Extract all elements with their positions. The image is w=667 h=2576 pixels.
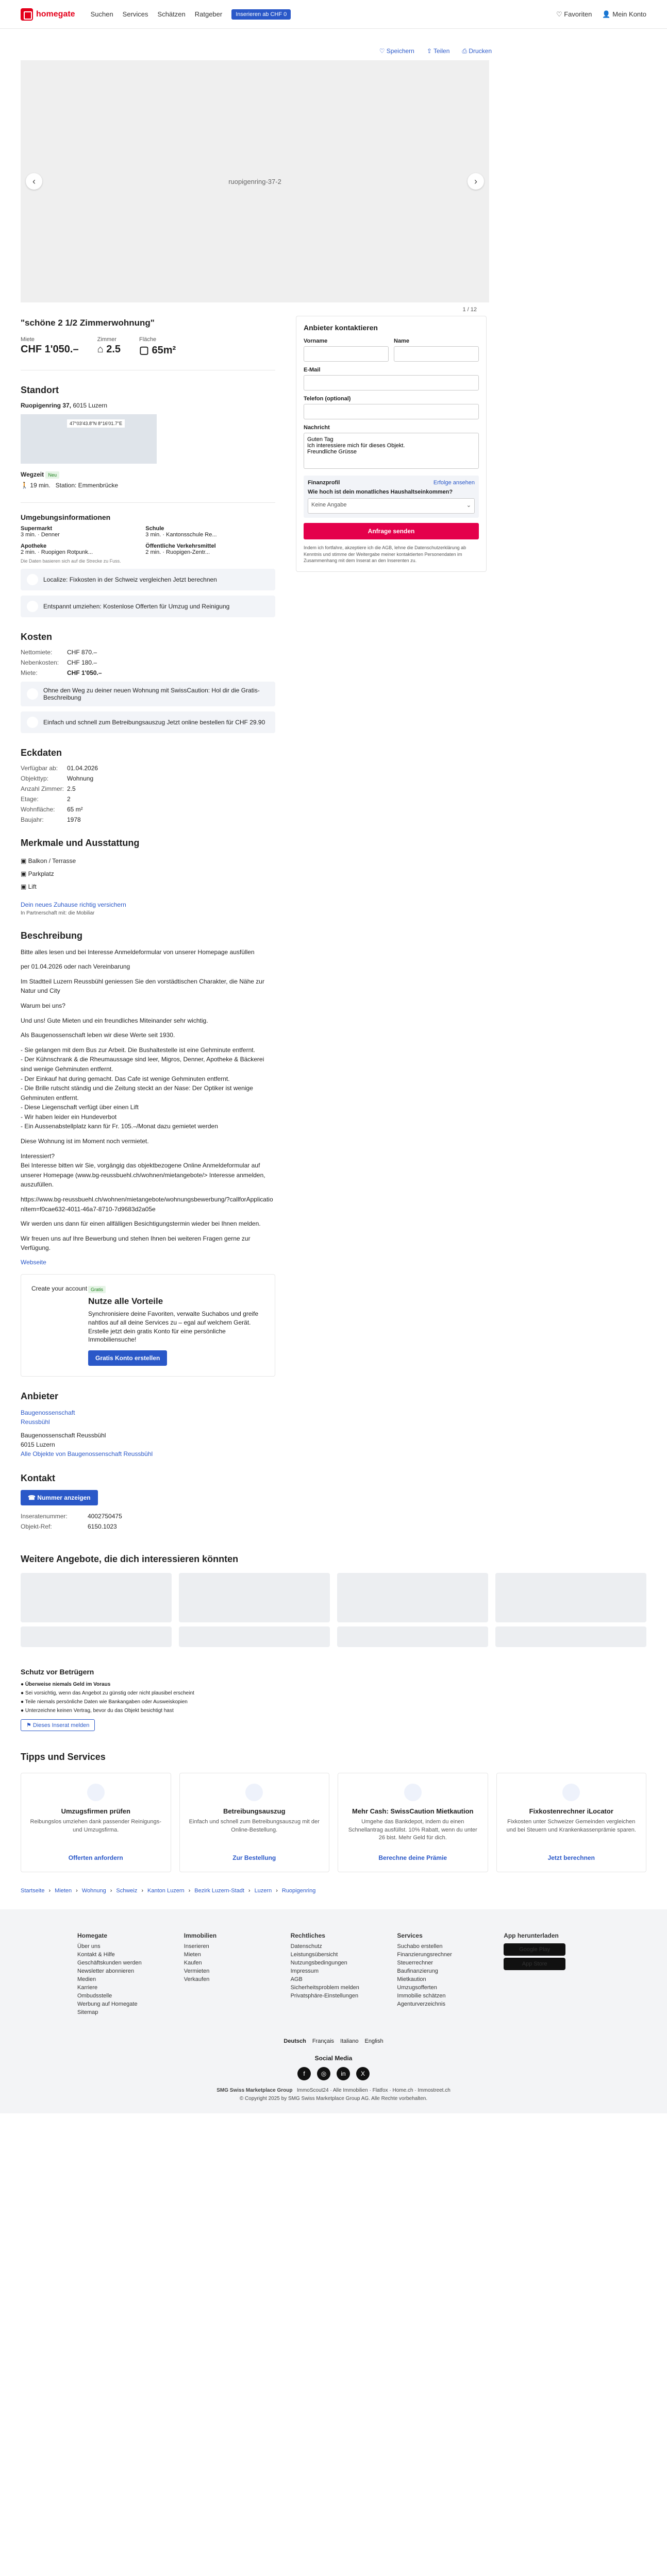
travel-time: Wegzeit Neu 🚶 19 min. Station: Emmenbrücke	[21, 471, 119, 489]
calculator-icon	[27, 574, 38, 585]
social-links	[77, 2067, 590, 2080]
surroundings-note: Die Daten basieren sich auf die Strecke zu Fuss.	[21, 558, 121, 564]
key-facts	[21, 336, 275, 357]
instagram-icon[interactable]: ◎	[317, 2067, 330, 2080]
rent-value: CHF 1'050.–	[21, 344, 79, 355]
more-offers-heading: Weitere Angebote, die dich interessieren könnten	[21, 1554, 239, 1565]
listing-title: "schöne 2 1/2 Zimmerwohnung"	[21, 318, 155, 328]
new-badge: Neu	[45, 471, 59, 479]
provider-info: Baugenossenschaft Reussbühl Baugenossenschaft Reussbühl 6015 Luzern Alle Objekte von Baugenossenschaft Reussbühl	[21, 1409, 153, 1458]
moving-icon	[87, 1784, 105, 1801]
language-switcher: Deutsch Français Italiano English	[284, 2038, 383, 2045]
phone-field[interactable]	[304, 404, 479, 419]
nav-services[interactable]: Services	[122, 10, 148, 18]
rooms-label: Zimmer	[97, 336, 116, 343]
contact-form-heading: Anbieter kontaktieren	[304, 324, 378, 332]
report-listing-button[interactable]: ⚑ Dieses Inserat melden	[21, 1719, 95, 1731]
surroundings-heading: Umgebungsinformationen	[21, 513, 111, 521]
form-disclaimer: Indem ich fortfahre, akzeptiere ich die AGB, lehne die Datenschutzerklärung ab Kenntnis und stimme der Weitergabe meiner kontaktierten Personendaten im Zusammenhang mit dem Inserat an den Inserenten zu.	[304, 545, 466, 564]
account-link[interactable]: 👤 Mein Konto	[602, 10, 646, 18]
create-account-button[interactable]: Gratis Konto erstellen	[88, 1350, 167, 1366]
main-column: "schöne 2 1/2 Zimmerwohnung" Miete CHF 1'050.– Zimmer ⌂ 2.5 Fläche ▢ 65m² Standort Ruopigenring 37, 6015 Luzern 47°03'43.8"N 8°16'01.7"E Wegzeit Neu 🚶 19 min. Station: Emmenbrücke Umgebungsinformationen Supermarkt 3 min. · Denner Schule 3 min. · Kantonsschule Re... Apotheke 2 min. · Ruopigen Rotpunk... Öffentliche Verkehrsmittel 2 min. · Ruopigen-Zentr... Die Daten basieren sich auf die Strecke zu Fuss. Localize: Fixkosten in der Schweiz vergleichen Jetzt berechnen Entspannt umziehen: Kostenlose Offerten für Umzug und Reinigung Kosten Nettomiete: CHF 870.– Nebenkosten: CHF 180.– Miete: CHF 1'050.– Ohne den Weg zu deiner neuen Wohnung mit SwissCaution: Hol dir die Gratis-Beschreibung Einfach und schnell zum Betreibungsauszug Jetzt online bestellen für CHF 29.90 Eckdaten Verfügbar ab: 01.04.2026 Objekttyp: Wohnung Anzahl Zimmer: 2.5 Etage: 2 Wohnfläche: 65 m² Baujahr: 1978 Merkmale und Ausstattung ▣ Balkon / Terrasse ▣ Parkplatz ▣ Lift Dein neues Zuhause richtig versichern In Partnerschaft mit: die Mobiliar Beschreibung Bitte alles lesen und bei Interesse Anmeldeformular von unserer Homepage ausfüllen per 01.04.2026 oder nach Vereinbarung Im Stadtteil Luzern Reussbühl geniessen Sie den vorstädtischen Charakter, die Nähe zur Natur und City Warum bei uns? Und uns! Gute Mieten und ein freundliches Miteinander sehr wichtig. Als Baugenossenschaft leben wir diese Werte seit 1930. - Sie gelangen mit dem Bus zur Arbeit. Die Bushaltestelle ist eine Gehminute entfernt. - Der Kühnschrank & die Rheumaussage sind leer, Migros, Denner, Apotheke & Bäckerei sind wenige Gehminuten entfernt. - Der Einkauf hat during gemacht. Das Cafe ist wenige Gehminuten entfernt. - Die Brille rutscht ständig und die Zeitung steckt an der Nase: Der Optiker ist wenige Gehminuten entfernt. - Diese Liegenschaft verfügt über einen Lift - Wir haben leider ein Hundeverbot - Ein Aussenabstellplatz kann für Fr. 105.–/Monat dazu gemietet werden Diese Wohnung ist im Moment noch vermietet. Interessiert? Bei Interesse bitten wir Sie, vorgängig das objektbezogene Online Anmeldeformular auf unserer Homepage (www.bg-reussbuehl.ch/wohnen/mietangebote/> Interesse anmelden, auszufüllen. https://www.bg-reussbuehl.ch/wohnen/mietangebote/wohnungsbewerbung/?callforApplicationItem=f0cae632-4011-46a7-8710-7d9683d2a05e Wir werden uns dann für einen allfälligen Besichtigungstermin wieder bei Ihnen melden. Wir freuen uns auf Ihre Bewerbung und stehen Ihnen bei weiteren Fragen gerne zur Verfügung. Webseite Create your account Gratis Nutze alle Vorteile Synchronisiere deine Favoriten, verwalte Suchabos und greife nahtlos auf all deine Services zu – egal auf welchem Gerät. Erstelle jetzt dein gratis Konto für eine persönliche Immobiliensuche! Gratis Konto erstellen Anbieter Baugenossenschaft Reussbühl Baugenossenschaft Reussbühl 6015 Luzern Alle Objekte von Baugenossenschaft Reussbühl Kontakt ☎ Nummer anzeigen Inseratenummer: 4002750475 Objekt-Ref: 6150.1023	[21, 302, 275, 1533]
chevron-down-icon: ⌄	[466, 502, 471, 509]
listing-actions	[0, 29, 667, 60]
document-icon	[245, 1784, 263, 1801]
chevron-right-icon[interactable]: ›	[468, 173, 484, 190]
offer-card[interactable]	[495, 1573, 646, 1622]
tip-card: Fixkostenrechner iLocator Fixkosten unter Schweizer Gemeinden vergleichen und bei Steuern und Krankenkassenprämie sparen. Jetzt berechnen	[496, 1773, 647, 1872]
features-list	[21, 855, 275, 894]
last-name-field[interactable]	[394, 346, 479, 362]
show-number-button[interactable]: ☎ Nummer anzeigen	[21, 1490, 98, 1505]
tip-card: Umzugsfirmen prüfen Reibungslos umziehen dank passender Reinigungs- und Umzugsfirma. Offerten anfordern	[21, 1773, 171, 1872]
first-name-field[interactable]	[304, 346, 389, 362]
nav-search[interactable]: Suchen	[90, 10, 113, 18]
gallery-counter: 1 / 12	[462, 307, 477, 313]
debt-extract-box[interactable]: Einfach und schnell zum Betreibungsauszug Jetzt online bestellen für CHF 29.90	[21, 711, 275, 733]
moving-box[interactable]: Entspannt umziehen: Kostenlose Offerten für Umzug und Reinigung	[21, 596, 275, 617]
income-select[interactable]: Keine Angabe ⌄	[308, 498, 475, 514]
costs-heading: Kosten	[21, 632, 53, 642]
nav-estimate[interactable]: Schätzen	[157, 10, 186, 18]
share-button[interactable]: ⇪ Teilen	[426, 47, 450, 55]
features-heading: Merkmale und Ausstattung	[21, 838, 140, 848]
message-field[interactable]	[304, 433, 479, 469]
feature-lift: ▣ Lift	[21, 883, 37, 891]
offer-card[interactable]	[179, 1573, 330, 1622]
linkedin-icon[interactable]: in	[337, 2067, 350, 2080]
provider-all-listings[interactable]: Alle Objekte von Baugenossenschaft Reussbühl	[21, 1450, 153, 1458]
shield-icon	[404, 1784, 422, 1801]
contact-sidebar	[296, 316, 487, 1533]
area-label: Fläche	[139, 336, 157, 343]
map-coordinates: 47°03'43.8"N 8°16'01.7"E	[67, 419, 125, 428]
send-request-button[interactable]: Anfrage senden	[304, 523, 479, 539]
rooms-value: ⌂ 2.5	[97, 344, 121, 355]
description-heading: Beschreibung	[21, 930, 83, 941]
offer-card[interactable]	[21, 1573, 172, 1622]
calculator-icon	[562, 1784, 580, 1801]
x-icon[interactable]: X	[356, 2067, 370, 2080]
swisscaution-box[interactable]: Ohne den Weg zu deiner neuen Wohnung mit SwissCaution: Hol dir die Gratis-Beschreibung	[21, 682, 275, 706]
fraud-list: ● Überweise niemals Geld im Voraus ● Sei vorsichtig, wenn das Angebot zu günstig oder nicht plausibel erscheint ● Teile niemals persönliche Daten wie Bankangaben oder Ausweiskopien ● Unterzeichne keinen Vertrag, bevor du das Objekt besichtigt hast	[21, 1682, 194, 1714]
feature-balcony: ▣ Balkon / Terrasse	[21, 857, 76, 865]
footer: Homegate Über uns Kontakt & Hilfe Geschäftskunden werden Newsletter abonnieren Medien Karriere Ombudsstelle Werbung auf Homegate Sitemap Immobilien Inserieren Mieten Kaufen Vermieten Verkaufen Rechtliches Datenschutz Leistungsübersicht Nutzungsbedingungen Impressum AGB Sicherheitsproblem melden Privatsphäre-Einstellungen Services Suchabo erstellen Finanzierungsrechner Steuerrechner Baufinanzierung Mietkaution Umzugsofferten Immobilie schätzen Agenturverzeichnis App herunterladen Google Play App Store Deutsch Français Italiano English Social Media f ◎ in X SMG Swiss Marketplace Group ImmoScout24 · Alle Immobilien · Flatfox · Home.ch · Immostreet.ch © Copyright 2025 by SMG Swiss Marketplace Group AG. Alle Rechte vorbehalten.	[0, 1909, 667, 2113]
contact-form: Anbieter kontaktieren Vorname Name E-Mail Telefon (optional) Nachricht Guten Tag Ich interessiere mich für dieses Objekt. Freundliche Grüsse Finanzprofil Erfolge ansehen Wie hoch ist dein monatliches Haushaltseinkommen? Keine Angabe ⌄ Anfrage senden Indem ich fortfahre, akzeptiere ich die AGB, lehne die Datenschutzerklärung ab Kenntnis und stimme der Weitergabe meiner kontaktierten Personendaten im Zusammenhang mit dem Inserat an den Inserenten zu.	[296, 316, 487, 572]
location-heading: Standort	[21, 385, 59, 395]
advertise-button[interactable]: Inserieren ab CHF 0	[231, 9, 291, 20]
website-link[interactable]: Webseite	[21, 1259, 46, 1266]
account-nav	[556, 10, 646, 19]
contact-heading: Kontakt	[21, 1473, 55, 1484]
email-field[interactable]	[304, 375, 479, 391]
facebook-icon[interactable]: f	[297, 2067, 311, 2080]
offer-card[interactable]	[337, 1573, 488, 1622]
photo-gallery[interactable]	[21, 60, 489, 313]
main-nav	[91, 9, 291, 20]
logo[interactable]: homegate	[21, 8, 75, 21]
print-button[interactable]: ⎙ Drucken	[462, 47, 492, 55]
rent-label: Miete	[21, 336, 35, 343]
document-icon	[27, 717, 38, 728]
account-promo: Create your account Gratis Nutze alle Vorteile Synchronisiere deine Favoriten, verwalte Suchabos und greife nahtlos auf all deine Services zu – egal auf welchem Gerät. Erstelle jetzt dein gratis Konto für eine persönliche Immobiliensuche! Gratis Konto erstellen	[21, 1274, 275, 1377]
breadcrumb: Startseite › Mieten › Wohnung › Schweiz › Kanton Luzern › Bezirk Luzern-Stadt › Luzern › Ruopigenring	[21, 1888, 316, 1894]
fraud-heading: Schutz vor Betrügern	[21, 1668, 94, 1676]
save-button[interactable]: ♡ Speichern	[379, 47, 414, 55]
gallery-image-alt: ruopigenring-37-2	[228, 177, 281, 185]
more-offers	[21, 1573, 646, 1647]
localize-box[interactable]: Localize: Fixkosten in der Schweiz vergleichen Jetzt berechnen	[21, 569, 275, 590]
address: Ruopigenring 37, 6015 Luzern	[21, 402, 108, 409]
shield-icon	[27, 688, 38, 700]
nav-guide[interactable]: Ratgeber	[194, 10, 223, 18]
app-store-button[interactable]: App Store	[504, 1958, 565, 1970]
truck-icon	[27, 601, 38, 612]
favorites-link[interactable]: ♡ Favoriten	[556, 10, 592, 18]
key-data-heading: Eckdaten	[21, 748, 62, 758]
area-value: ▢ 65m²	[139, 345, 176, 356]
insurance-promo[interactable]: Dein neues Zuhause richtig versichern In Partnerschaft mit: die Mobiliar	[21, 901, 126, 916]
tip-card: Betreibungsauszug Einfach und schnell zum Betreibungsauszug mit der Online-Bestellung. Zur Bestellung	[179, 1773, 330, 1872]
description-text: Bitte alles lesen und bei Interesse Anmeldeformular von unserer Homepage ausfüllen per 01.04.2026 oder nach Vereinbarung Im Stadtteil Luzern Reussbühl geniessen Sie den vorstädtischen Charakter, die Nähe zur Natur und City Warum bei uns? Und uns! Gute Mieten und ein freundliches Miteinander sehr wichtig. Als Baugenossenschaft leben wir diese Werte seit 1930. - Sie gelangen mit dem Bus zur Arbeit. Die Bushaltestelle ist eine Gehminute entfernt. - Der Kühnschrank & die Rheumaussage sind leer, Migros, Denner, Apotheke & Bäckerei sind wenige Gehminuten entfernt. - Der Einkauf hat during gemacht. Das Cafe ist wenige Gehminuten entfernt. - Die Brille rutscht ständig und die Zeitung steckt an der Nase: Der Optiker ist wenige Gehminuten entfernt. - Diese Liegenschaft verfügt über einen Lift - Wir haben leider ein Hundeverbot - Ein Aussenabstellplatz kann für Fr. 105.–/Monat dazu gemietet werden Diese Wohnung ist im Moment noch vermietet. Interessiert? Bei Interesse bitten wir Sie, vorgängig das objektbezogene Online Anmeldeformular auf unserer Homepage (www.bg-reussbuehl.ch/wohnen/mietangebote/> Interesse anmelden, auszufüllen. https://www.bg-reussbuehl.ch/wohnen/mietangebote/wohnungsbewerbung/?callforApplicationItem=f0cae632-4011-46a7-8710-7d9683d2a05e Wir werden uns dann für einen allfälligen Besichtigungstermin wieder bei Ihnen melden. Wir freuen uns auf Ihre Bewerbung und stehen Ihnen bei weiteren Fragen gerne zur Verfügung.	[21, 948, 273, 1252]
top-bar	[0, 0, 667, 29]
provider-heading: Anbieter	[21, 1391, 59, 1402]
logo-icon	[21, 8, 33, 21]
tips-grid	[21, 1773, 646, 1872]
surroundings-grid: Supermarkt 3 min. · Denner Schule 3 min. · Kantonsschule Re... Apotheke 2 min. · Ruopigen Rotpunk... Öffentliche Verkehrsmittel 2 min. · Ruopigen-Zentr...	[21, 526, 217, 555]
google-play-button[interactable]: Google Play	[504, 1943, 565, 1956]
location-map[interactable]	[21, 414, 157, 464]
tip-card: Mehr Cash: SwissCaution Mietkaution Umgehe das Bankdepot, indem du einen Schnellantrag ausfüllst. 10% Rabatt, wenn du unter 26 bist. Mehr Geld für dich. Berechne deine Prämie	[338, 1773, 488, 1872]
tips-heading: Tipps und Services	[21, 1752, 106, 1762]
chevron-left-icon[interactable]: ‹	[26, 173, 42, 190]
feature-parking: ▣ Parkplatz	[21, 870, 54, 878]
